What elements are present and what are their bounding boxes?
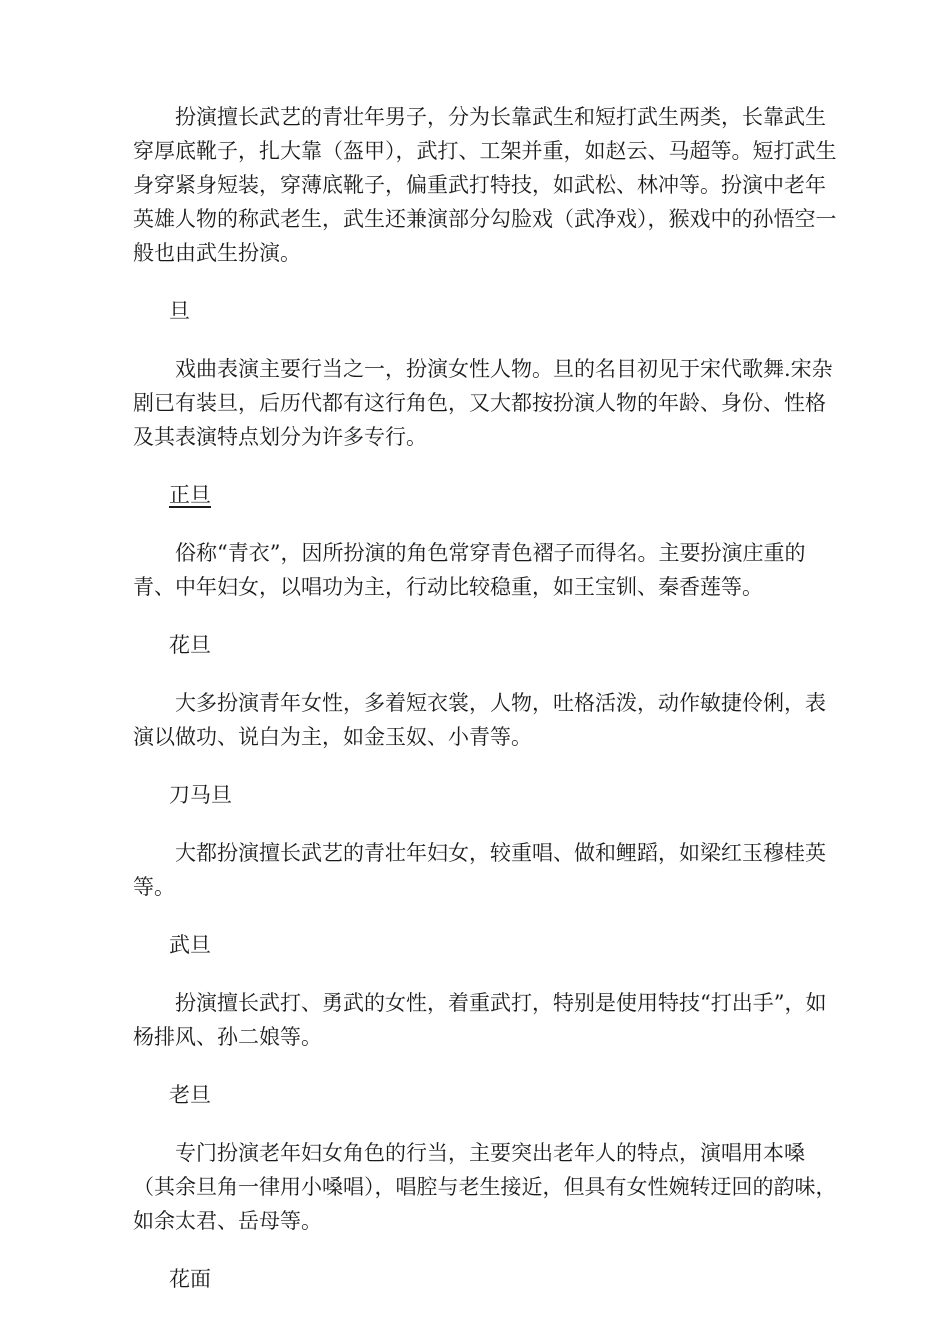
- paragraph-laodan: 专门扮演老年妇女角色的行当，主要突出老年人的特点，演唱用本嗓（其余旦角一律用小嗓唱），唱腔与老生接近，但具有女性婉转迂回的韵味，如余太君、岳母等。: [133, 1141, 837, 1233]
- heading-zhengdan-text: 正旦: [169, 483, 211, 507]
- paragraph-huadan: 大多扮演青年女性，多着短衣裳，人物，吐格活泼，动作敏捷伶俐，表演以做功、说白为主，如金玉奴、小青等。: [133, 691, 826, 749]
- heading-dan: 旦: [169, 299, 190, 323]
- heading-wudan: 武旦: [169, 933, 211, 957]
- paragraph-dan: 戏曲表演主要行当之一，扮演女性人物。旦的名目初见于宋代歌舞.宋杂剧已有装旦，后历代都有这行角色，又大都按扮演人物的年龄、身份、性格及其表演特点划分为许多专行。: [133, 357, 833, 449]
- paragraph-wusheng: 扮演擅长武艺的青壮年男子，分为长靠武生和短打武生两类，长靠武生穿厚底靴子，扎大靠（盔甲），武打、工架并重，如赵云、马超等。短打武生身穿紧身短装，穿薄底靴子，偏重武打特技，如武松、林冲等。扮演中老年英雄人物的称武老生，武生还兼演部分勾脸戏（武净戏），猴戏中的孙悟空一般也由武生扮演。: [133, 105, 837, 265]
- document-page: [133, 100, 843, 1296]
- heading-huamian: 花面: [169, 1267, 211, 1291]
- heading-zhengdan: [133, 478, 843, 512]
- paragraph-daomadan: 大都扮演擅长武艺的青壮年妇女，较重唱、做和鲤蹈，如梁红玉穆桂英等。: [133, 841, 826, 899]
- paragraph-wudan: 扮演擅长武打、勇武的女性，着重武打，特别是使用特技“打出手”，如杨排风、孙二娘等。: [133, 991, 827, 1049]
- heading-huadan: 花旦: [169, 633, 211, 657]
- heading-laodan: 老旦: [169, 1083, 211, 1107]
- heading-daomadan: 刀马旦: [169, 783, 232, 807]
- paragraph-zhengdan: 俗称“青衣”，因所扮演的角色常穿青色褶子而得名。主要扮演庄重的青、中年妇女，以唱功为主，行动比较稳重，如王宝钏、秦香莲等。: [133, 541, 806, 599]
